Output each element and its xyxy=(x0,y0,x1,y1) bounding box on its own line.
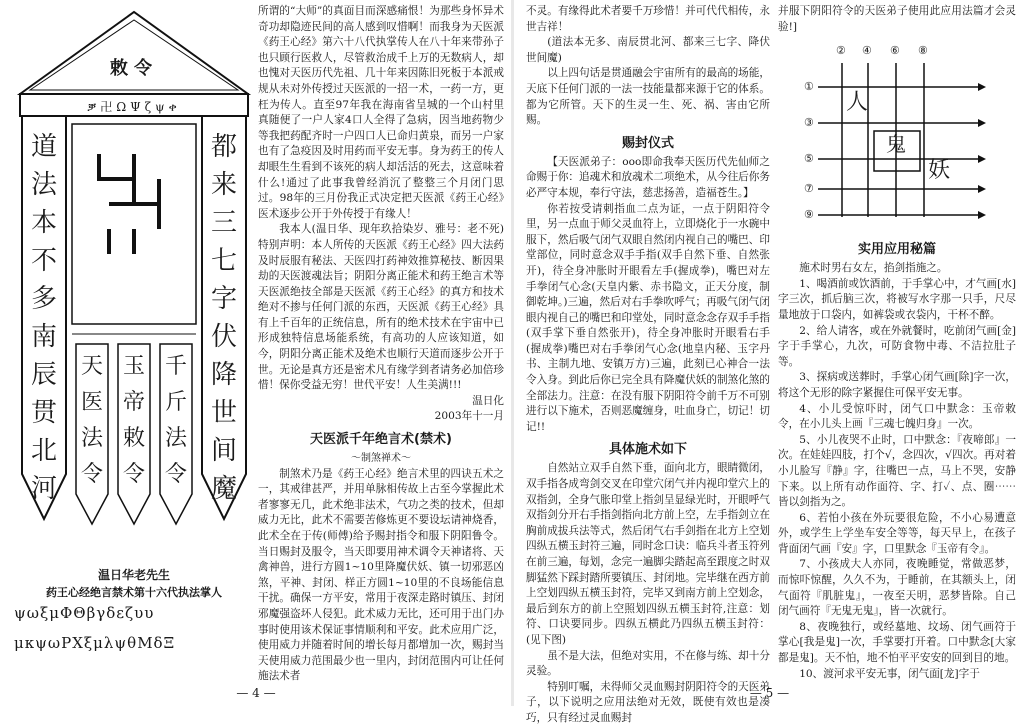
paragraph: 施术时男右女左，掐剑指施之。 xyxy=(799,262,948,275)
symbol-row-1: ψωξμΦΘβγδεζυυ xyxy=(14,604,155,622)
banner-caption-name: 温日华老先生 xyxy=(97,568,170,582)
page-number: — 4 — xyxy=(236,686,276,700)
grid-marker: ⑦ xyxy=(804,182,814,196)
symbol-row-2: μκψωΡΧξμλψθΜδΞ xyxy=(14,634,176,652)
list-item: 1、喝酒前或饮酒前，于手掌心中，才气画[水]字三次，抓后脑三次，将被写水字那一只手，尺尽量地放于口袋内，如裤袋或衣袋内，干杯不醉。 xyxy=(778,277,1016,321)
grid-marker: ② xyxy=(836,44,846,58)
grid-char-gui: 鬼 xyxy=(886,132,906,157)
grid-marker: ④ xyxy=(862,44,872,58)
signature: 温日化 xyxy=(472,394,504,407)
banner-inner-left: 天医法令 xyxy=(80,354,103,487)
banner-inner-mid: 玉帝敕令 xyxy=(122,354,145,487)
paragraph: 我本人(温日华、现年玖拾染岁、雅号：老不死)特别声明：本人所传的天医派《药王心经》四大法药及时辰服有秘法、天医四打药神效推算秘技、断因果劫的天医渡魂法旨；阴阳分离正能术和药王绝言术等天医派绝技全部是天医派《药王心经》的真方和技术绝对不掺与任何门派的东西，天医派《药王心经》具有上千百年的正统信息，所有的绝术技术在宇宙中已形成独特信息场能系统，有高功的人应该知道，如今，阴阳分离正能术及绝术也顺行天道而逐步公开于世。无论是真方还是密术凡有缘学到者请务必加倍珍惜！保你受益无穷！世代平安！人生美满!!! xyxy=(258,223,504,392)
list-item: 7、小孩成大人亦同，夜晚睡觉，常做恶梦，而惊吓惊醒，久久不为，于睡前，在其额头上，闭气面符『肌脏鬼』，一夜至天明，恶梦皆除。自己闭气画符『无鬼无鬼』，皆一次就行。 xyxy=(778,558,1016,618)
paragraph: 以上四句话是贯通融会宇宙所有的最高的场能，天底下任何门派的一法一技能量都来源于它的体系。都为它所管。天下的生灵一生、死、祸、害由它所赐。 xyxy=(526,67,770,127)
section-title: 实用应用秘篇 xyxy=(857,242,936,258)
book-spine xyxy=(511,0,514,706)
section-title: 赐封仪式 xyxy=(621,135,674,151)
page-number: — 5 — xyxy=(749,686,790,700)
list-item: 3、探病或送葬时，手掌心闭气画[除]字一次，将这个无形的除字紧握住可保平安无事。 xyxy=(778,371,1016,399)
section-title: 具体施术如下 xyxy=(608,442,687,458)
grid-marker: ③ xyxy=(804,116,814,130)
right-page xyxy=(516,0,1023,724)
grid-marker: ① xyxy=(804,80,814,94)
banner-left-text: 道法本不多南辰贯北河 xyxy=(30,132,57,504)
right-text-column-2 xyxy=(778,4,1016,680)
list-item: 5、小儿夜哭不止时，口中默念：『夜啼郎』一次。在娃娃四肢，打个√，念四次，√四次。再对着小儿脸写『静』字，往嘴巴一点，马上不哭，安静下来。以上所有动作面符、字、打✓、点、圈⋯⋯皆以剑指为之。 xyxy=(778,433,1016,509)
paragraph: 虽不是大法，但绝对实用，不在修与练、却十分灵验。 xyxy=(526,649,770,678)
right-text-column-1 xyxy=(526,4,770,724)
date: 2003年十一月 xyxy=(434,410,504,423)
banner-inner-right: 千斤法令 xyxy=(164,354,187,487)
paragraph: 特别叮嘱，未得师父灵血赐封阴阳符令的天医弟子，以下说明之应用法绝对无效，既使有效也是凑巧，只有经过灵血赐封 xyxy=(526,680,770,724)
section-subtitle: ～制煞禅术～ xyxy=(351,453,411,465)
list-item: 10、渡河求平安无事，闭气面[龙]字于 xyxy=(799,667,980,680)
grid-char-yao: 妖 xyxy=(928,158,951,184)
paragraph: 自然站立双手自然下垂，面向北方，眼睛微闭，双手指各成弯剑交叉在印堂穴闭气并内视印堂穴上的双指剑，全身气胀印堂上指剑呈显绿光时，开眼呼气双指剑分开右手指剑指向北方前上空，左手指剑立在胸前成拔兵法等式，然后闭气右手剑指在北方上空划四纵五横玉封符三遍，同时念口诀：临兵斗者玉符列在前三遍，每划，念完一遍脚尖踏起高至跟度之时双脚猛然下踩封踏所要镇压、封闭地。完毕继在西方前上空划四纵五横玉封符，完毕又到南方前上空划念，最后到东方的前上空照划四纵五横玉封符,注意：划符、口诀要同步。四纵五横此乃四纵五横玉封符：(见下图) xyxy=(526,462,770,646)
talisman-banner xyxy=(14,4,254,599)
list-item: 2、给人请客，或在外就餐时，吃前闭气画[金]字于手掌心，九次，可防食物中毒、不洁拉肚子等。 xyxy=(778,324,1016,368)
left-page xyxy=(0,0,512,706)
paragraph: 所谓的“大师”的真面目而深感痛恨！为那些身怀异术奇功却隐迹民间的高人感到叹惜啊！而我身为天医派《药王心经》第六十八代执掌传人在八十年来带孙子也只顾行医救人，尽管救治成千上万的无数病人，却也愧对天医历代先祖、几十年来因陈旧死板于本派戒规从未对外传授过天医派的一招一术，一药一方，更枉为传人。直至97年我在海南省呈城的一个山村里真随便了一户人家4口人全得了急病，因当地药物少等我把药配齐时一户四口人已命归黄泉，而另一户家也有了急疫因及时用药而平安无事。身为药王的传人却眼生生看到不该死的病人却活活的死去，这意味着什么!通过了此事我曾经消沉了整整三个月闭门思过。98年的三月份我正式决定把天医派《药王心经》医术逐步公开于外传授于有缘人！ xyxy=(258,5,504,220)
banner-caption-title: 药王心经绝言禁术第十六代执法掌人 xyxy=(46,586,222,599)
list-item: 4、小儿受惊吓时，闭气口中默念：玉帝敕令，在小儿头上画『三魂七魄归身』一次。 xyxy=(778,402,1016,431)
grid-marker: ⑧ xyxy=(918,44,928,58)
list-item: 8、夜晚独行，或经墓地、坟场、闭气画符于掌心[我是鬼]一次，手掌要打开着。口中默念[大家都是鬼]。天不怕，地不怕平平安安的回到目的地。 xyxy=(778,620,1016,665)
grid-marker: ⑨ xyxy=(804,208,814,222)
grid-marker: ⑤ xyxy=(804,152,814,166)
banner-rune-row: ቓ卍ΩΨζψቀ xyxy=(87,100,181,114)
paragraph: (道法本无多、南辰贯北河、都来三七字、降伏世间魔) xyxy=(526,36,770,64)
grid-char-ren: 人 xyxy=(846,90,869,116)
grid-marker: ⑥ xyxy=(890,44,900,58)
section-title: 天医派千年绝言术(禁术) xyxy=(310,432,452,448)
paragraph: 【天医派弟子：ooo即命我奉天医历代先仙师之命赐于你：追魂术和放魂术二项绝术，从今往后你务必严守本规，奉行守法，慈悲扬善，造福苍生。】 xyxy=(526,155,770,199)
paragraph: 制煞术乃是《药王心经》绝言术里的四诀五术之一，其戒律甚严，并用单脉相传故上古至今掌握此术者寥寥无几，此术绝非法术，气功之类的技术，但却威力无比，此术不需要苦修炼更不要设坛请神烧香，此术全在于传(师傅)给予赐封指令和服下阴阳鲁令。当日赐封及服令，当天即要用神术调令天神诸将、天禽神兽，进行方圆1~10里降魔伏妖、镇一切邪恶凶煞，平神、封闭、样正方圆1~10里的不良场能信息干扰。确保一方平安，常用于夜深走路时镇压、封闭邪魔强盗坏人侵犯。此术威力无比，还可用于出门办事时使用该术保证事情顺利和平安。此术应用广泛，使用威力并随着时间的增长每月都增加一次，赐封当天使用威力范围最少也一里内，封闭范围内可让任何施法术者 xyxy=(258,467,504,683)
seal-grid-diagram xyxy=(778,35,1016,235)
paragraph: 你若按受请刺指血二点为证，一点于阴阳符令里，另一点血于师父灵血符上，立即烧化于一水碗中服下，然后吸气闭气双眼自然闭内视自己的嘴巴、印堂部位，同时意念双手手指(双手自然下垂、自然张开)，待全身冲胀时开眼看左手(握成拳)，嘴巴对左手拳闭气心念(天皇内紫、赤书隐文，正天分度，制御乾坤。)三遍，然后对右手拳吹呼气；再吸气闭气闭眼内视自己的嘴巴和印堂处，同时意念念存双手手指(双手掌下垂自然张开)，待全身冲胀时开眼看右手(握成拳)嘴巴对右手拳闭气心念(地皇内秘、玉字丹书、主制九地、安镇万方)三遍，此刻已心神合一法令入身。到此后你已完全具有降魔伏妖的制煞化煞的全部法力。注意：在没有服下阴阳符令前千万不可别进行以下施术，否则恶魔缠身，吐血身亡，切记！切记!! xyxy=(526,202,770,433)
banner-right-text: 都来三七字伏降世间魔 xyxy=(210,132,237,504)
banner-title: 敕令 xyxy=(110,58,158,79)
paragraph: 不灵。有缘得此术者要千万珍惜！并可代代相传，永世吉祥！ xyxy=(526,5,770,33)
left-text-column xyxy=(258,4,504,683)
list-item: 6、若怕小孩在外玩要很危险，不小心易遭意外，或学生上学坐车安全等等，每天早上，在孩子背面闭气画『安』字，口里默念『玉帝有令』。 xyxy=(778,511,1016,555)
paragraph: 并服下阴阳符令的天医弟子使用此应用法篇才会灵验!] xyxy=(778,5,1016,33)
